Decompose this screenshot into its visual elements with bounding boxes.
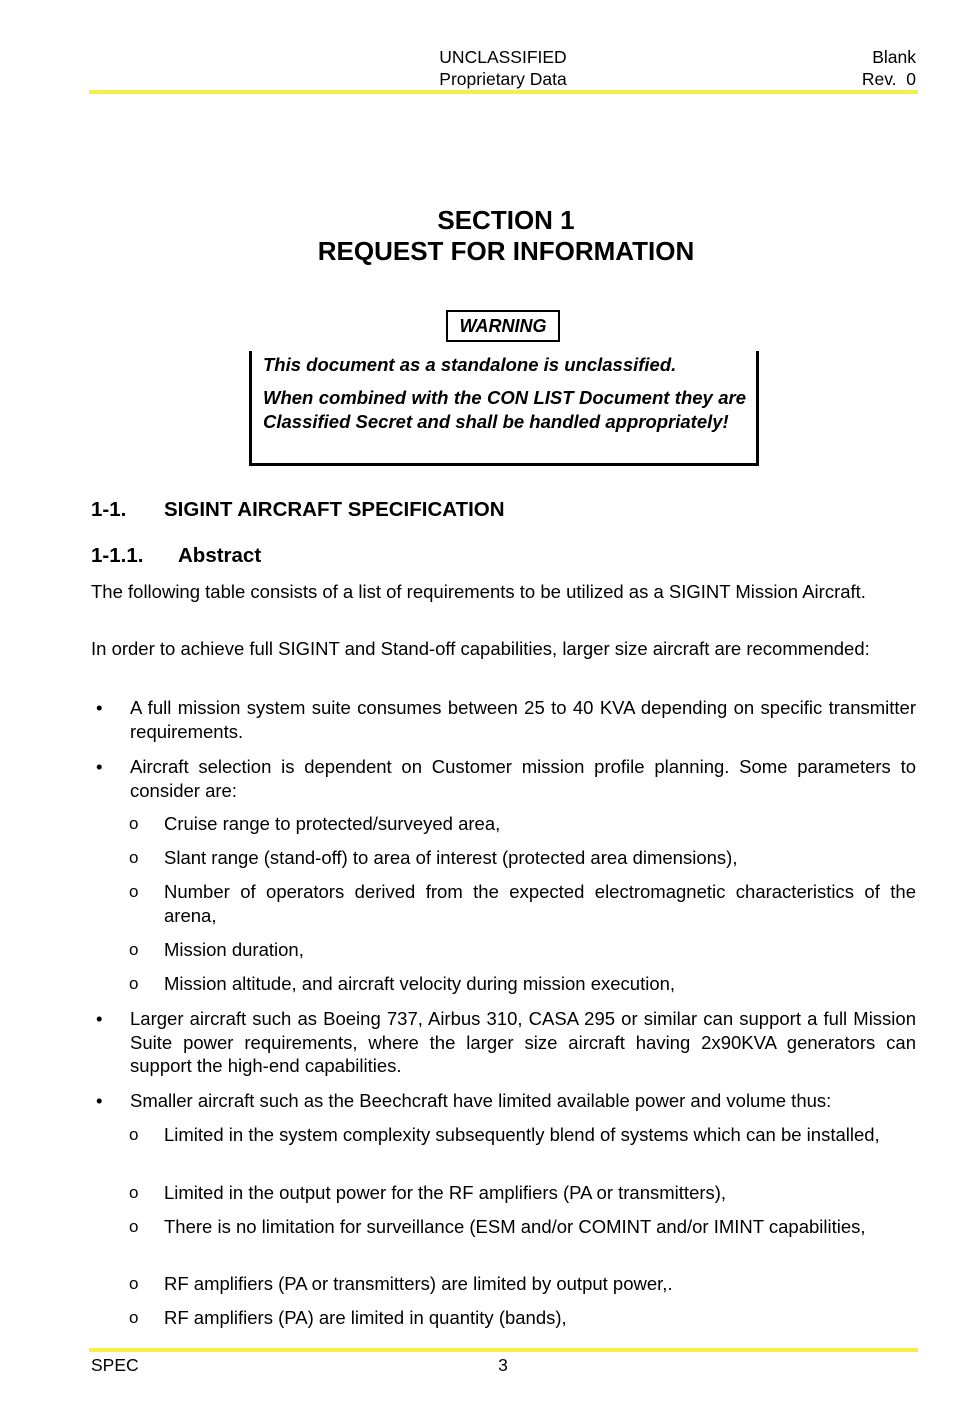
sub-list-item — [91, 938, 916, 962]
sub-list-item-text: Cruise range to protected/surveyed area, — [164, 813, 501, 834]
sub-list-item-text: Slant range (stand-off) to area of interest (protected area dimensions), — [164, 847, 738, 868]
sub-marker: o — [129, 848, 139, 867]
sub-marker: o — [129, 1308, 139, 1327]
sub-marker: o — [129, 1217, 139, 1236]
page-header-center — [0, 46, 976, 90]
sub-list-item-text: Limited in the system complexity subsequently blend of systems which can be installed, — [164, 1124, 880, 1145]
bullet-marker: • — [96, 1090, 103, 1111]
sub-marker: o — [129, 940, 139, 959]
sub-marker: o — [129, 1183, 139, 1202]
section-title — [0, 205, 976, 267]
list-item — [91, 1007, 916, 1078]
page-header-right — [862, 46, 916, 90]
list-item-text: Larger aircraft such as Boeing 737, Airbus 310, CASA 295 or similar can support a full Mission Suite power requirements, where the larger size aircraft having 2x90KVA generators can support the high-end capabilities. — [130, 1008, 916, 1076]
section-number: 1-1. — [91, 498, 127, 521]
revision-label: Rev. 0 — [861, 69, 916, 89]
warning-label: WARNING — [446, 310, 560, 342]
sub-list-item — [91, 880, 916, 927]
list-item-text: Smaller aircraft such as the Beechcraft have limited available power and volume thus: — [130, 1090, 832, 1111]
list-item-text: Aircraft selection is dependent on Customer mission profile planning. Some parameters to consider are: — [130, 756, 916, 801]
sub-list-item-text: Mission altitude, and aircraft velocity during mission execution, — [164, 973, 676, 994]
list-item — [91, 1089, 916, 1113]
subsection-heading-text: Abstract — [178, 544, 262, 567]
section-title-line1: SECTION 1 — [437, 205, 575, 235]
sub-marker: o — [129, 814, 139, 833]
classification-label: UNCLASSIFIED — [439, 47, 567, 67]
footer-doc-label: SPEC — [91, 1355, 139, 1375]
header-rule — [89, 90, 918, 94]
blank-label: Blank — [872, 47, 916, 67]
sub-list-item-text: RF amplifiers (PA or transmitters) are limited by output power,. — [164, 1273, 673, 1294]
sub-list-item — [91, 1215, 916, 1239]
subsection-number: 1-1.1. — [91, 544, 144, 567]
sub-list-item-text: RF amplifiers (PA) are limited in quantity (bands), — [164, 1307, 567, 1328]
bullet-marker: • — [96, 756, 103, 777]
proprietary-label: Proprietary Data — [439, 69, 567, 89]
sub-marker: o — [129, 974, 139, 993]
sub-list-item-text: Number of operators derived from the expected electromagnetic characteristics of the arena, — [164, 881, 916, 926]
sub-list-item — [91, 812, 916, 836]
sub-list-item — [91, 1272, 916, 1296]
body-paragraph — [91, 637, 916, 661]
sub-list-item — [91, 1306, 916, 1330]
page-number: 3 — [498, 1355, 508, 1375]
sub-marker: o — [129, 882, 139, 901]
section-title-line2: REQUEST FOR INFORMATION — [317, 236, 695, 266]
warning-box — [249, 351, 759, 466]
footer-rule — [89, 1348, 918, 1352]
sub-marker: o — [129, 1125, 139, 1144]
paragraph-text: In order to achieve full SIGINT and Stand-off capabilities, larger size aircraft are recommended: — [91, 638, 870, 659]
bullet-marker: • — [96, 697, 103, 718]
warning-text-2: When combined with the CON LIST Document they are Classified Secret and shall be handled appropriately! — [263, 387, 746, 432]
section-heading-text: SIGINT AIRCRAFT SPECIFICATION — [164, 498, 505, 521]
sub-list-item — [91, 972, 916, 996]
list-item — [91, 755, 916, 802]
sub-list-item — [91, 1181, 916, 1205]
section-heading — [91, 498, 505, 522]
list-item-text: A full mission system suite consumes between 25 to 40 KVA depending on specific transmitter requirements. — [130, 697, 916, 742]
bullet-marker: • — [96, 1008, 103, 1029]
sub-list-item-text: There is no limitation for surveillance (ESM and/or COMINT and/or IMINT capabilities, — [164, 1216, 866, 1237]
list-item — [91, 696, 916, 743]
sub-list-item-text: Limited in the output power for the RF amplifiers (PA or transmitters), — [164, 1182, 727, 1203]
sub-list-item-text: Mission duration, — [164, 939, 304, 960]
sub-marker: o — [129, 1274, 139, 1293]
subsection-heading — [91, 544, 261, 568]
sub-list-item — [91, 1123, 916, 1147]
paragraph-text: The following table consists of a list of requirements to be utilized as a SIGINT Mission Aircraft. — [91, 581, 866, 602]
body-paragraph — [91, 580, 916, 604]
warning-text-1: This document as a standalone is unclassified. — [263, 354, 677, 375]
sub-list-item — [91, 846, 916, 870]
